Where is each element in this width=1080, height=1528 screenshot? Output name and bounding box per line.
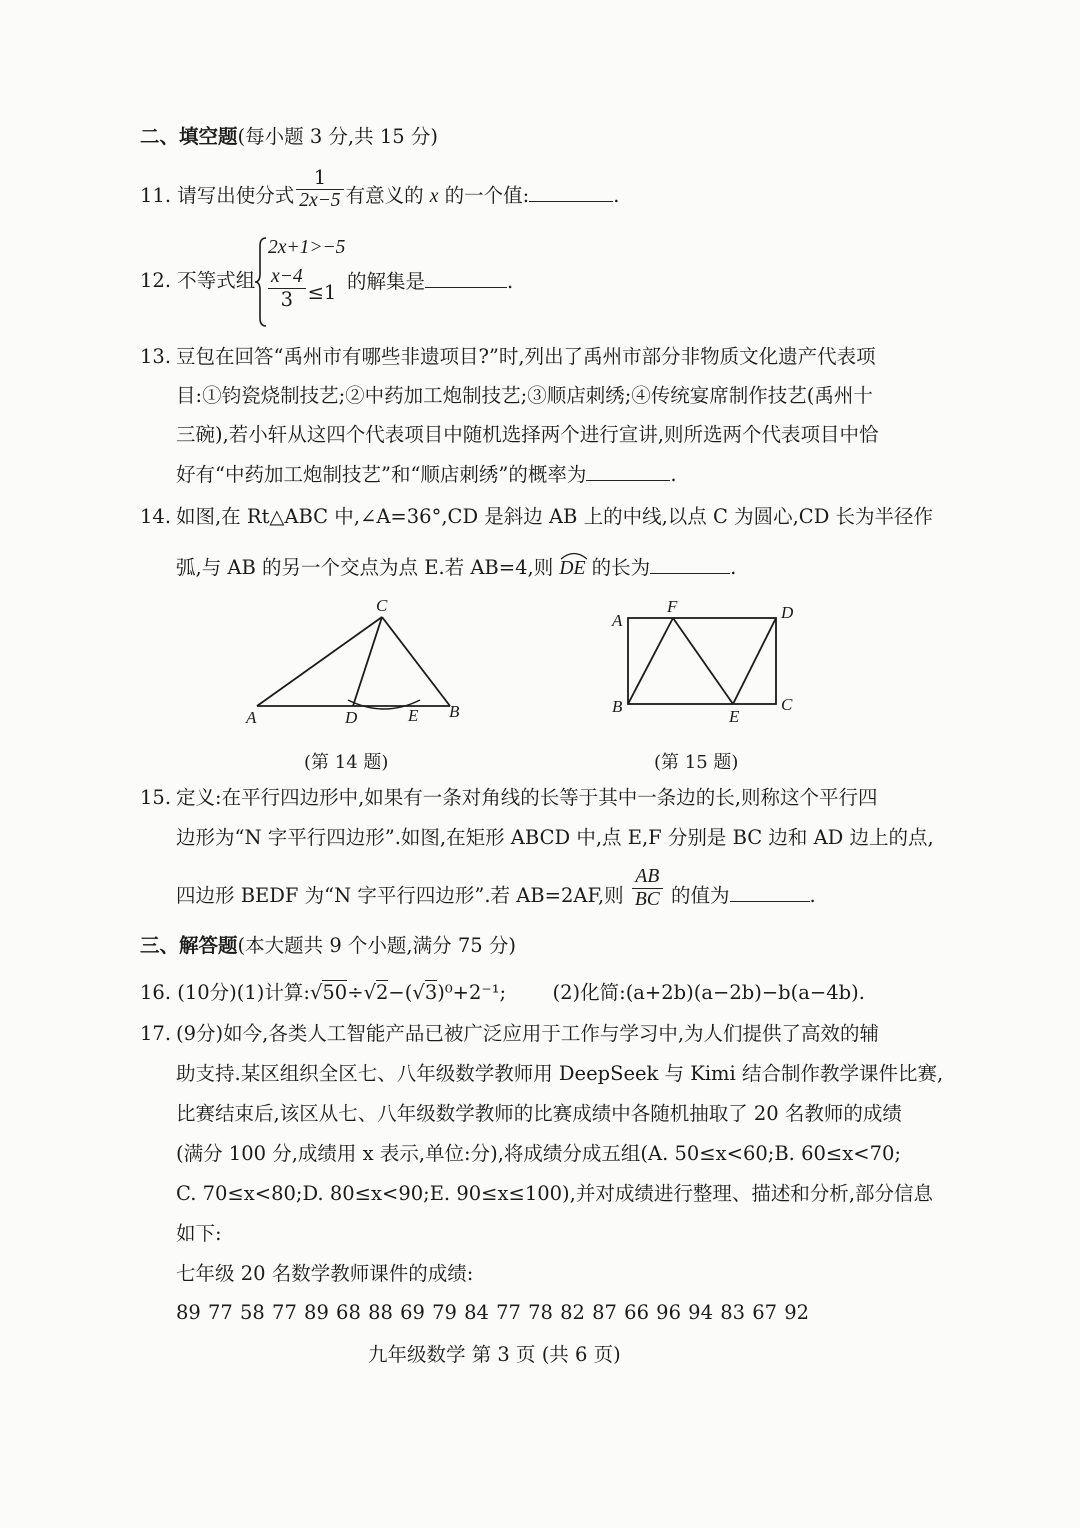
fig14-label-d: D: [345, 708, 358, 727]
q12-frac-denominator: 3: [268, 288, 306, 311]
fig15-label-e: E: [729, 707, 740, 726]
question-16: [140, 983, 865, 1003]
q16-part2: (2)化简:(a+2b)(a−2b)−b(a−4b).: [552, 981, 865, 1004]
median-cd: [353, 617, 382, 706]
q13-last-text: 好有“中药加工炮制技艺”和“顺店刺绣”的概率为: [176, 463, 587, 486]
sqrt-50: √50: [309, 981, 348, 1004]
q17-line-4: (满分 100 分,成绩用 x 表示,单位:分),将成绩分成五组(A. 50≤x<60;B. 60≤x<70;: [176, 1142, 901, 1165]
question-number: 11.: [140, 184, 172, 207]
sqrt-2-radicand: 2: [376, 981, 389, 1004]
q17-line-5: C. 70≤x<80;D. 80≤x<90;E. 90≤x≤100),并对成绩进行整理、描述和分析,部分信息: [176, 1182, 934, 1205]
sqrt-3: √3: [412, 981, 438, 1004]
fig14-label-e: E: [408, 706, 419, 725]
q15-frac-numerator: AB: [635, 866, 660, 887]
q11-frac-numerator: 1: [313, 166, 327, 189]
section-3-heading: [140, 936, 516, 956]
q14-arc-label: DE: [559, 558, 586, 579]
q17-line-7: 七年级 20 名数学教师课件的成绩:: [176, 1262, 474, 1285]
q12-fraction: [268, 266, 306, 311]
segment-bf: [628, 618, 673, 704]
q16-part1-label: (10分)(1)计算:: [177, 981, 310, 1004]
q12-frac-numerator: x−4: [271, 266, 303, 287]
question-number: 12.: [140, 269, 172, 292]
q17-line-6: 如下:: [176, 1222, 222, 1245]
q15-end: .: [809, 884, 816, 907]
question-11: [140, 166, 620, 212]
sqrt-50-radicand: 50: [322, 981, 348, 1004]
q11-frac-denominator: 2x−5: [296, 189, 343, 212]
q14-arc-de: [559, 558, 585, 579]
fig14-label-c: C: [376, 596, 388, 615]
fig15-label-d: D: [781, 603, 794, 622]
figure-14-caption: (第 14 题): [304, 752, 389, 773]
segment-fe: [673, 618, 733, 704]
answer-blank-12[interactable]: [425, 271, 507, 288]
q12-line2: [266, 266, 337, 311]
fig15-label-a: A: [612, 611, 623, 630]
side-cb: [382, 617, 450, 706]
section-2-note: (每小题 3 分,共 15 分): [237, 125, 438, 148]
fig14-label-b: B: [449, 702, 460, 721]
q13-end: .: [670, 463, 677, 486]
segment-ed: [733, 618, 776, 704]
answer-blank-13[interactable]: [586, 464, 670, 481]
question-14-num: 14.: [140, 505, 172, 528]
q14-text-pre: 弧,与 AB 的另一个交点为点 E.若 AB=4,则: [176, 556, 554, 579]
q15-fraction: [632, 866, 663, 911]
fig15-label-c: C: [781, 695, 793, 714]
answer-blank-15[interactable]: [730, 885, 810, 902]
q12-text-pre: 不等式组: [177, 269, 256, 292]
q13-line-2: 目:①钧瓷烧制技艺;②中药加工炮制技艺;③顺店刺绣;④传统宴席制作技艺(禹州十: [176, 384, 873, 407]
q14-text-post: 的长为: [591, 556, 651, 579]
answer-blank-11[interactable]: [529, 185, 613, 202]
q11-variable: x: [429, 186, 439, 207]
page-footer: 九年级数学 第 3 页 (共 6 页): [368, 1343, 621, 1366]
q12-tail: [347, 271, 513, 292]
figure-15: [620, 608, 790, 712]
q13-line-1: 豆包在回答“禹州市有哪些非遗项目?”时,列出了禹州市部分非物质文化遗产代表项: [176, 345, 876, 368]
q14-line-1: 如图,在 Rt△ABC 中,∠A=36°,CD 是斜边 AB 上的中线,以点 C 为圆心,CD 长为半径作: [176, 505, 934, 528]
q11-text-post: 的一个值:: [444, 184, 530, 207]
q12-le-one: ≤1: [307, 281, 337, 304]
q13-line-3: 三碗),若小轩从这四个代表项目中随机选择两个进行宣讲,则所选两个代表项目中恰: [176, 423, 879, 446]
sqrt-3-radicand: 3: [424, 981, 438, 1004]
minus-paren: −(: [388, 981, 413, 1004]
question-13-num: 13.: [140, 345, 172, 368]
q15-line-1: 定义:在平行四边形中,如果有一条对角线的长等于其中一条边的长,则称这个平行四: [176, 786, 878, 809]
section-3-title: 三、解答题: [140, 934, 238, 957]
q15-text-pre: 四边形 BEDF 为“N 字平行四边形”.若 AB=2AF,则: [176, 884, 624, 907]
q15-line-3: [176, 866, 816, 911]
fig15-label-b: B: [612, 697, 623, 716]
question-number: 16.: [140, 981, 172, 1004]
section-2-title: 二、填空题: [140, 125, 238, 148]
fig14-label-a: A: [246, 708, 257, 727]
q12-line1: 2x+1>−5: [268, 237, 346, 258]
fig15-label-f: F: [667, 597, 678, 616]
figure-14: [240, 596, 480, 726]
q17-line-3: 比赛结束后,该区从七、八年级数学教师的比赛成绩中各随机抽取了 20 名教师的成绩: [176, 1102, 902, 1125]
side-ac: [257, 617, 382, 706]
power-tail: )⁰+2⁻¹;: [437, 981, 507, 1004]
q17-line-2: 助支持.某区组织全区七、八年级数学教师用 DeepSeek 与 Kimi 结合制作教学课件比赛,: [176, 1062, 944, 1085]
section-2-heading: [140, 127, 438, 147]
q12-text-post: 的解集是: [347, 270, 426, 293]
q15-text-post: 的值为: [670, 884, 730, 907]
figure-15-caption: (第 15 题): [654, 752, 739, 773]
q11-text-mid: 有意义的: [345, 184, 424, 207]
div-sign: ÷: [347, 981, 364, 1004]
q17-line-1: (9分)如今,各类人工智能产品已被广泛应用于工作与学习中,为人们提供了高效的辅: [176, 1022, 880, 1045]
q13-line-4: [176, 464, 677, 485]
question-15-num: 15.: [140, 786, 172, 809]
q11-fraction: [296, 167, 343, 212]
q15-frac-denominator: BC: [632, 888, 663, 911]
arc-icon: [559, 550, 589, 560]
q15-line-2: 边形为“N 字平行四边形”.如图,在矩形 ABCD 中,点 E,F 分别是 BC 边和 AD 边上的点,: [176, 826, 934, 849]
q12-end: .: [507, 270, 514, 293]
question-17-num: 17.: [140, 1022, 172, 1045]
q11-text-pre: 请写出使分式: [177, 184, 295, 207]
q14-line-2: [176, 557, 736, 579]
sqrt-2: √2: [363, 981, 389, 1004]
q17-scores: 89 77 58 77 89 68 88 69 79 84 77 78 82 87 66 96 94 83 67 92: [176, 1301, 810, 1324]
answer-blank-14[interactable]: [650, 557, 730, 574]
q11-end: .: [613, 184, 620, 207]
question-12: [140, 271, 255, 291]
q14-end: .: [730, 556, 737, 579]
section-3-note: (本大题共 9 个小题,满分 75 分): [237, 934, 516, 957]
